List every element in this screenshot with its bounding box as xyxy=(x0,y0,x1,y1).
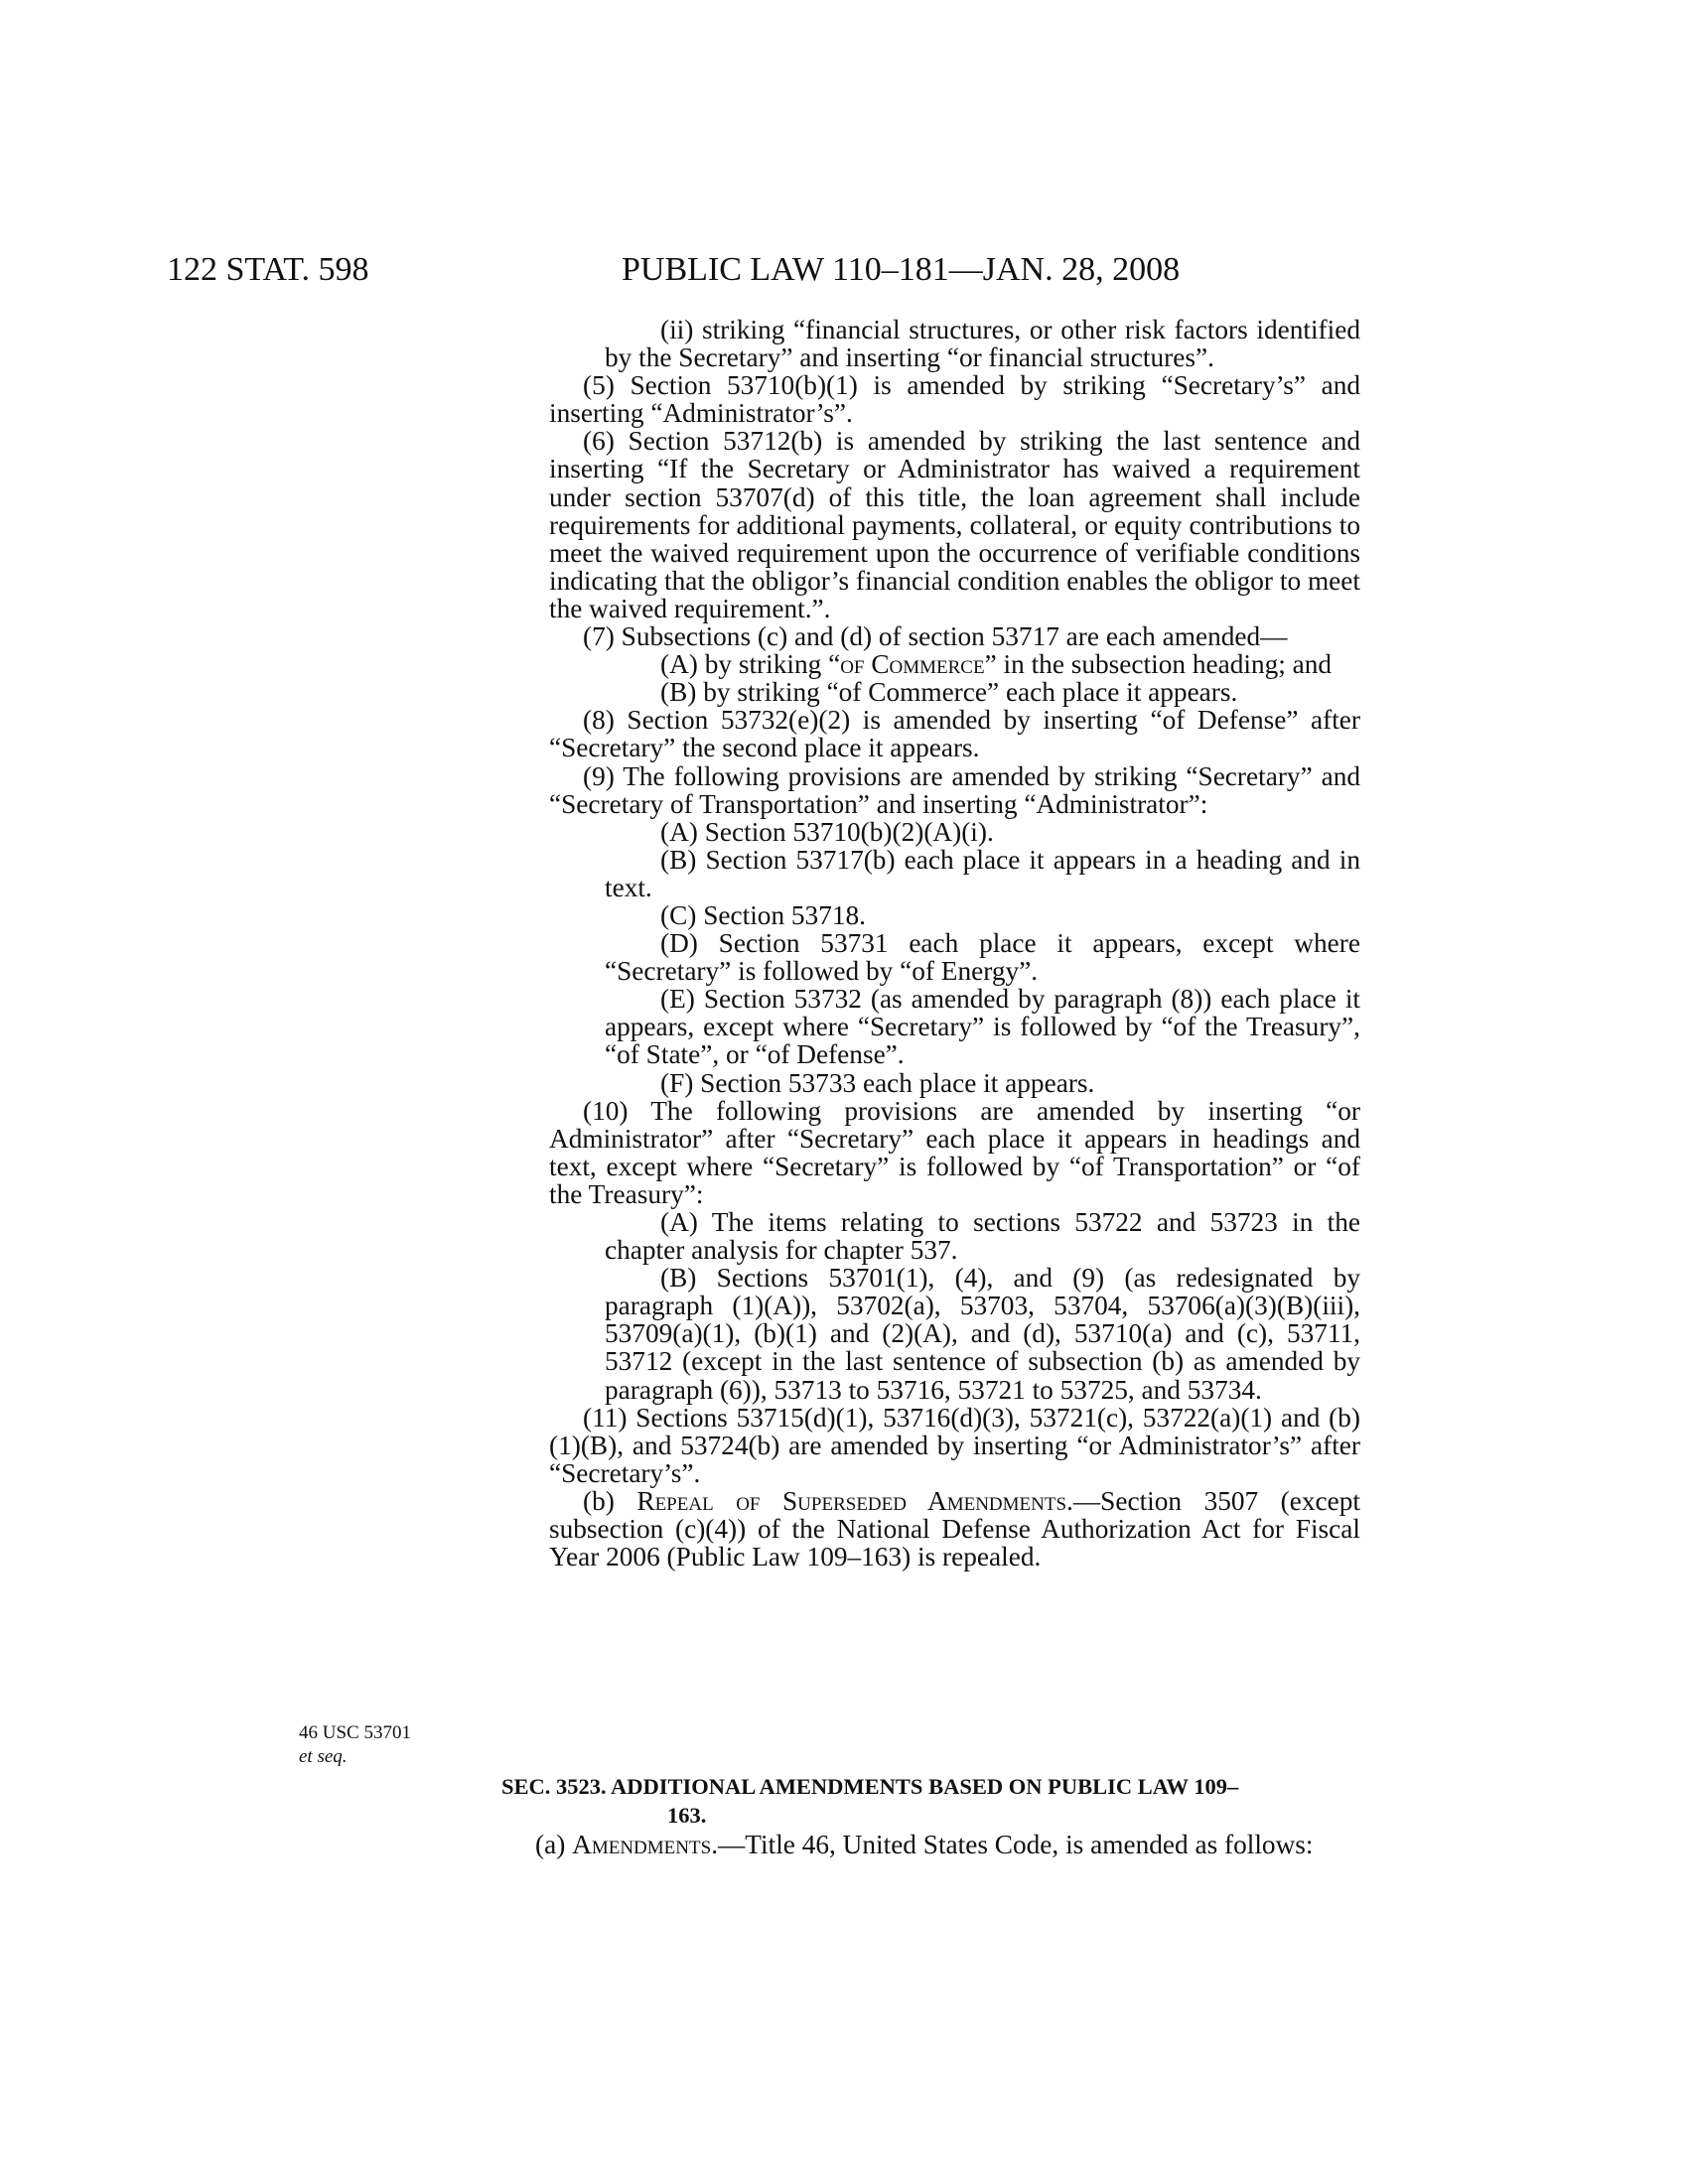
text: ” in the subsection heading; and xyxy=(984,649,1333,680)
text: .—Title 46, United States Code, is amended as follows: xyxy=(711,1830,1314,1859)
paragraph-ii: (ii) striking “financial structures, or other risk factors identified by the Secretary” and inserting “or financial structures”. xyxy=(605,315,1360,373)
margin-note xyxy=(299,1721,411,1769)
paragraph-9a: (A) Section 53710(b)(2)(A)(i). xyxy=(660,816,994,847)
paragraph-9e: (E) Section 53732 (as amended by paragraph (8)) each place it appears, except where “Secretary” is followed by “of the Treasury”, “of State”, or “of Defense”. xyxy=(605,984,1360,1070)
paragraph-10: (10) The following provisions are amended by inserting “or Administrator” after “Secretary” each place it appears in headings and text, except where “Secretary” is followed by “of Transportation” or “of the Treasury”: xyxy=(549,1095,1360,1209)
small-caps-text: of Commerce xyxy=(840,649,985,680)
text: (b) xyxy=(583,1485,637,1516)
paragraph-9d: (D) Section 53731 each place it appears, except where “Secretary” is followed by “of Energy”. xyxy=(605,928,1360,987)
paragraph-7: (7) Subsections (c) and (d) of section 53717 are each amended— xyxy=(583,621,1288,652)
section-heading-line2: 163. xyxy=(667,1803,707,1828)
paragraph-8: (8) Section 53732(e)(2) is amended by inserting “of Defense” after “Secretary” the second place it appears. xyxy=(549,705,1360,763)
paragraph-11: (11) Sections 53715(d)(1), 53716(d)(3), 53721(c), 53722(a)(1) and (b)(1)(B), and 53724(b) are amended by inserting “or Administrator’s” after “Secretary’s”. xyxy=(549,1402,1360,1488)
paragraph-7b: (B) by striking “of Commerce” each place it appears. xyxy=(660,677,1238,708)
margin-citation: 46 USC 53701 xyxy=(299,1722,411,1743)
margin-etseq: et seq. xyxy=(299,1746,348,1767)
paragraph-10b: (B) Sections 53701(1), (4), and (9) (as redesignated by paragraph (1)(A)), 53702(a), 53703, 53704, 53706(a)(3)(B)(iii), 53709(a)(1), (b)(1) and (2)(A), and (d), 53710(a) and (c), 53711, 53712 (except in the last sentence of subsection (b) as amended by paragraph (6)), 53713 to 53716, 53721 to 53725, and 53734. xyxy=(605,1263,1360,1405)
amendments-paragraph xyxy=(501,1831,1360,1858)
paragraph-9: (9) The following provisions are amended by striking “Secretary” and “Secretary of Transportation” and inserting “Administrator”: xyxy=(549,760,1360,819)
document-body xyxy=(549,316,1360,1570)
text: (A) by striking “ xyxy=(660,649,841,680)
paragraph-a-amendments xyxy=(501,1831,1360,1858)
paragraph-7a xyxy=(549,650,1360,678)
paragraph-6: (6) Section 53712(b) is amended by striking the last sentence and inserting “If the Secretary or Administrator has waived a requirement under section 53707(d) of this title, the loan agreement shall include requirements for additional payments, collateral, or equity contributions to meet the waived requirement upon the occurrence of verifiable conditions indicating that the obligor’s financial condition enables the obligor to meet the waived requirement.”. xyxy=(549,426,1360,623)
paragraph-9b: (B) Section 53717(b) each place it appears in a heading and in text. xyxy=(605,844,1360,902)
paragraph-9c: (C) Section 53718. xyxy=(660,899,866,930)
paragraph-9f: (F) Section 53733 each place it appears. xyxy=(660,1067,1095,1098)
text: (a) xyxy=(535,1830,573,1859)
paragraph-10a: (A) The items relating to sections 53722 and 53723 in the chapter analysis for chapter 537. xyxy=(605,1207,1360,1266)
paragraph-5: (5) Section 53710(b)(1) is amended by striking “Secretary’s” and inserting “Administrator’s”. xyxy=(549,370,1360,429)
section-heading xyxy=(501,1772,1360,1830)
small-caps-heading: Repeal of Superseded Amendments xyxy=(636,1485,1067,1516)
page-stat-citation: 122 STAT. 598 xyxy=(167,251,369,288)
small-caps-heading: Amendments xyxy=(572,1830,712,1859)
section-heading-line1: SEC. 3523. ADDITIONAL AMENDMENTS BASED ON PUBLIC LAW 109– xyxy=(501,1774,1239,1799)
text: .—Section 3507 (except subsection (c)(4)) of the National Defense Authorization Act for Fiscal Year 2006 (Public Law 109–163) is repealed. xyxy=(549,1485,1361,1572)
running-header: PUBLIC LAW 110–181—JAN. 28, 2008 xyxy=(622,251,1181,288)
paragraph-b-repeal xyxy=(549,1487,1360,1570)
